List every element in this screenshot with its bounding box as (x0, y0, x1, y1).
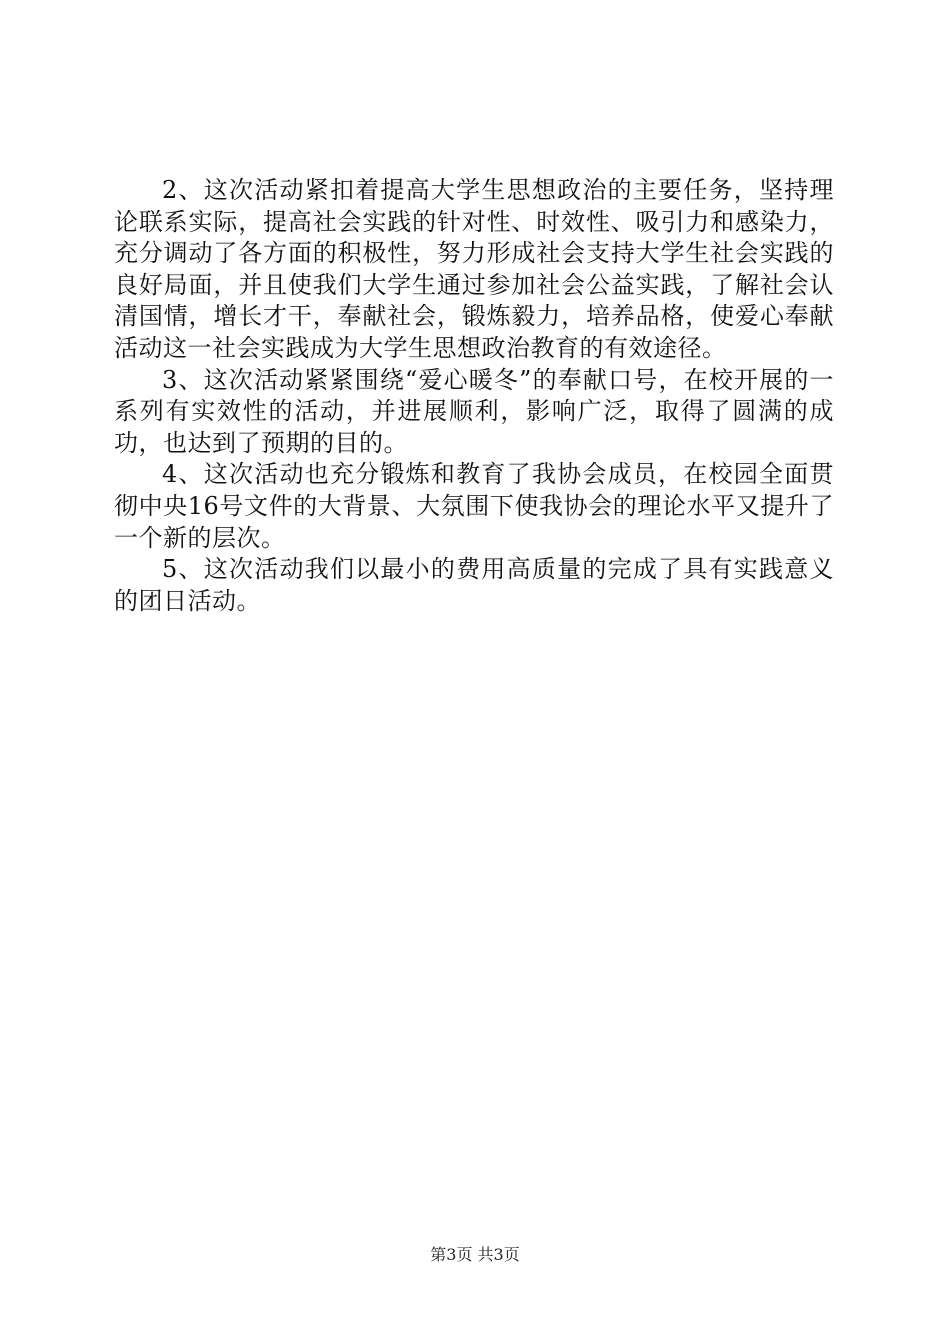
paragraph-3: 3、这次活动紧紧围绕“爱心暖冬”的奉献口号，在校开展的一系列有实效性的活动，并进展顺利，影响广泛，取得了圆满的成功，也达到了预期的目的。 (114, 365, 834, 457)
paragraph-2: 2、这次活动紧扣着提高大学生思想政治的主要任务，坚持理论联系实际，提高社会实践的针对性、时效性、吸引力和感染力，充分调动了各方面的积极性，努力形成社会支持大学生社会实践的良好局面，并且使我们大学生通过参加社会公益实践，了解社会认清国情，增长才干，奉献社会，锻炼毅力，培养品格，使爱心奉献活动这一社会实践成为大学生思想政治教育的有效途径。 (114, 176, 834, 362)
document-body (114, 175, 834, 617)
paragraph-5: 5、这次活动我们以最小的费用高质量的完成了具有实践意义的团日活动。 (114, 555, 834, 615)
page-footer: 第3页 共3页 (430, 1245, 520, 1264)
paragraph-4: 4、这次活动也充分锻炼和教育了我协会成员，在校园全面贯彻中央16号文件的大背景、大氛围下使我协会的理论水平又提升了一个新的层次。 (114, 460, 834, 552)
